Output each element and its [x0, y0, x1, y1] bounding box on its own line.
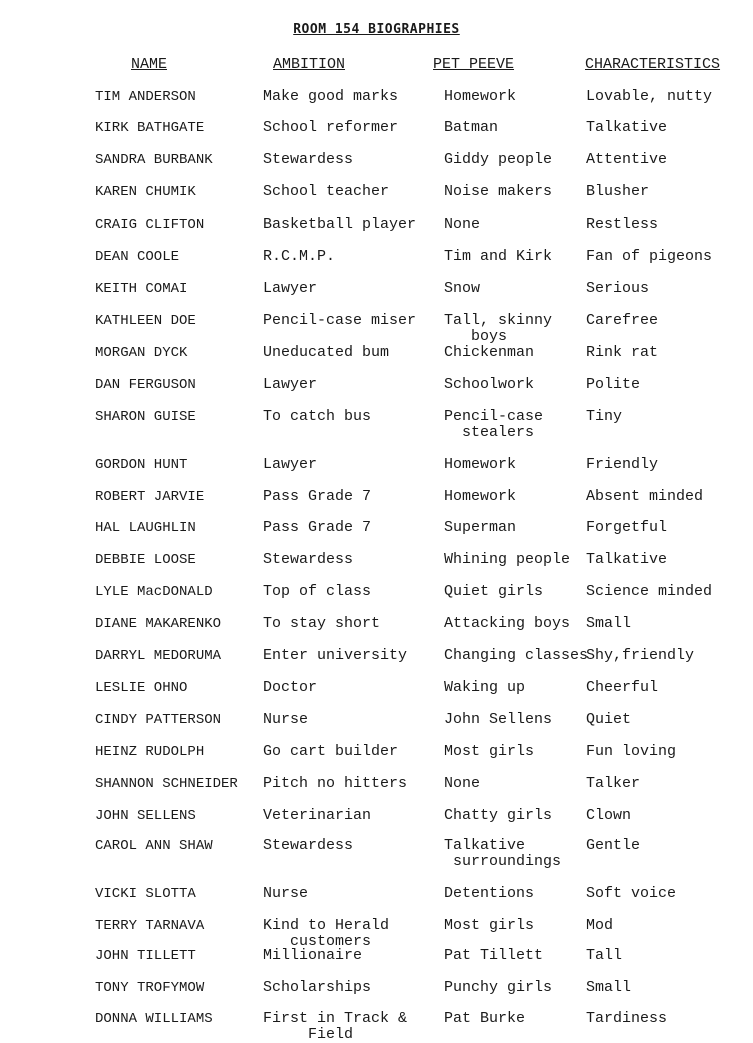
cell-peeve: Quiet girls [444, 583, 544, 600]
header-pet-peeve: PET PEEVE [433, 56, 515, 73]
table-row [0, 918, 753, 950]
table-row [0, 184, 753, 216]
cell-peeve: John Sellens [444, 711, 553, 728]
cell-name: CINDY PATTERSON [95, 712, 222, 728]
cell-trait: Tardiness [586, 1010, 668, 1027]
cell-trait: Carefree [586, 312, 659, 329]
cell-ambition: Kind to Herald customers [263, 917, 390, 950]
cell-peeve: None [444, 775, 481, 792]
cell-name: DARRYL MEDORUMA [95, 648, 222, 664]
cell-peeve: Waking up [444, 679, 526, 696]
cell-name: LESLIE OHNO [95, 680, 188, 696]
cell-ambition: Lawyer [263, 376, 318, 393]
cell-name: TERRY TARNAVA [95, 918, 205, 934]
cell-peeve: Homework [444, 488, 517, 505]
cell-ambition: First in Track & Field [263, 1010, 408, 1043]
cell-peeve: Whining people [444, 551, 571, 568]
cell-ambition: Veterinarian [263, 807, 372, 824]
cell-name: CAROL ANN SHAW [95, 838, 213, 854]
cell-name: DEAN COOLE [95, 249, 180, 265]
cell-name: DONNA WILLIAMS [95, 1011, 213, 1027]
cell-ambition: Millionaire [263, 947, 363, 964]
cell-name: GORDON HUNT [95, 457, 188, 473]
cell-ambition: Doctor [263, 679, 318, 696]
table-row [0, 457, 753, 489]
cell-name: DIANE MAKARENKO [95, 616, 222, 632]
cell-ambition: School teacher [263, 183, 390, 200]
cell-peeve: Snow [444, 280, 481, 297]
header-ambition: AMBITION [273, 56, 346, 73]
table-row [0, 520, 753, 552]
cell-peeve: Pencil-case stealers [444, 408, 544, 441]
cell-peeve: Most girls [444, 917, 535, 934]
cell-trait: Cheerful [586, 679, 659, 696]
cell-peeve: Pat Burke [444, 1010, 526, 1027]
table-row [0, 89, 753, 121]
cell-ambition: To catch bus [263, 408, 372, 425]
cell-ambition: Stewardess [263, 151, 354, 168]
cell-trait: Forgetful [586, 519, 668, 536]
cell-trait: Polite [586, 376, 641, 393]
cell-trait: Tall [586, 947, 623, 964]
table-row [0, 744, 753, 776]
cell-trait: Absent minded [586, 488, 704, 505]
cell-peeve: Punchy girls [444, 979, 553, 996]
table-row [0, 552, 753, 584]
table-row [0, 616, 753, 648]
table-row [0, 584, 753, 616]
cell-name: HAL LAUGHLIN [95, 520, 196, 536]
cell-ambition: To stay short [263, 615, 381, 632]
cell-name: DAN FERGUSON [95, 377, 196, 393]
cell-ambition: Lawyer [263, 456, 318, 473]
cell-trait: Friendly [586, 456, 659, 473]
cell-name: LYLE MacDONALD [95, 584, 213, 600]
cell-ambition: Pitch no hitters [263, 775, 408, 792]
table-row [0, 712, 753, 744]
cell-trait: Small [586, 615, 632, 632]
cell-name: SHANNON SCHNEIDER [95, 776, 238, 792]
cell-ambition: Go cart builder [263, 743, 399, 760]
table-row [0, 217, 753, 249]
table-row [0, 680, 753, 712]
header-name: NAME [131, 56, 168, 73]
table-row [0, 1011, 753, 1043]
cell-trait: Talkative [586, 551, 668, 568]
cell-name: JOHN TILLETT [95, 948, 196, 964]
table-row [0, 345, 753, 377]
cell-ambition: Stewardess [263, 551, 354, 568]
cell-ambition: Stewardess [263, 837, 354, 854]
table-row [0, 313, 753, 345]
cell-name: ROBERT JARVIE [95, 489, 205, 505]
cell-trait: Clown [586, 807, 632, 824]
cell-trait: Science minded [586, 583, 713, 600]
cell-ambition: Pass Grade 7 [263, 488, 372, 505]
page-title: ROOM 154 BIOGRAPHIES [293, 22, 460, 37]
cell-trait: Talkative [586, 119, 668, 136]
cell-ambition: Make good marks [263, 88, 399, 105]
cell-name: HEINZ RUDOLPH [95, 744, 205, 760]
cell-ambition: Nurse [263, 885, 309, 902]
cell-peeve: Pat Tillett [444, 947, 544, 964]
cell-peeve: Talkative surroundings [444, 837, 562, 870]
table-row [0, 648, 753, 680]
table-row [0, 281, 753, 313]
cell-trait: Restless [586, 216, 659, 233]
cell-trait: Fun loving [586, 743, 677, 760]
cell-name: SANDRA BURBANK [95, 152, 213, 168]
cell-trait: Mod [586, 917, 614, 934]
cell-peeve: Changing classes [444, 647, 589, 664]
table-row [0, 838, 753, 870]
table-row [0, 409, 753, 441]
cell-peeve: Homework [444, 88, 517, 105]
cell-name: SHARON GUISE [95, 409, 196, 425]
cell-trait: Shy,friendly [586, 647, 695, 664]
cell-peeve: Tim and Kirk [444, 248, 553, 265]
table-row [0, 377, 753, 409]
cell-peeve: Chickenman [444, 344, 535, 361]
cell-ambition: Enter university [263, 647, 408, 664]
cell-name: DEBBIE LOOSE [95, 552, 196, 568]
cell-trait: Lovable, nutty [586, 88, 713, 105]
cell-trait: Attentive [586, 151, 668, 168]
cell-ambition: R.C.M.P. [263, 248, 336, 265]
cell-ambition: School reformer [263, 119, 399, 136]
cell-trait: Blusher [586, 183, 650, 200]
cell-trait: Soft voice [586, 885, 677, 902]
cell-ambition: Scholarships [263, 979, 372, 996]
header-characteristics: CHARACTERISTICS [585, 56, 721, 73]
table-row [0, 249, 753, 281]
cell-peeve: Attacking boys [444, 615, 571, 632]
cell-ambition: Lawyer [263, 280, 318, 297]
table-row [0, 808, 753, 840]
cell-peeve: Chatty girls [444, 807, 553, 824]
cell-name: MORGAN DYCK [95, 345, 188, 361]
cell-name: KATHLEEN DOE [95, 313, 196, 329]
table-row [0, 489, 753, 521]
cell-name: TIM ANDERSON [95, 89, 196, 105]
cell-ambition: Nurse [263, 711, 309, 728]
cell-name: KIRK BATHGATE [95, 120, 205, 136]
cell-peeve: Batman [444, 119, 499, 136]
cell-ambition: Pencil-case miser [263, 312, 417, 329]
cell-ambition: Pass Grade 7 [263, 519, 372, 536]
table-row [0, 886, 753, 918]
cell-name: KAREN CHUMIK [95, 184, 196, 200]
cell-peeve: Superman [444, 519, 517, 536]
cell-trait: Talker [586, 775, 641, 792]
cell-name: KEITH COMAI [95, 281, 188, 297]
table-row [0, 776, 753, 808]
cell-peeve: Detentions [444, 885, 535, 902]
cell-trait: Serious [586, 280, 650, 297]
cell-peeve: Noise makers [444, 183, 553, 200]
cell-peeve: Homework [444, 456, 517, 473]
cell-peeve: Tall, skinny boys [444, 312, 553, 345]
cell-name: TONY TROFYMOW [95, 980, 205, 996]
cell-name: VICKI SLOTTA [95, 886, 196, 902]
cell-ambition: Top of class [263, 583, 372, 600]
cell-ambition: Basketball player [263, 216, 417, 233]
cell-trait: Quiet [586, 711, 632, 728]
cell-trait: Gentle [586, 837, 641, 854]
cell-peeve: None [444, 216, 481, 233]
cell-name: JOHN SELLENS [95, 808, 196, 824]
cell-peeve: Giddy people [444, 151, 553, 168]
cell-trait: Small [586, 979, 632, 996]
cell-trait: Rink rat [586, 344, 659, 361]
cell-peeve: Schoolwork [444, 376, 535, 393]
cell-name: CRAIG CLIFTON [95, 217, 205, 233]
table-row [0, 980, 753, 1012]
table-row [0, 948, 753, 980]
cell-peeve: Most girls [444, 743, 535, 760]
cell-ambition: Uneducated bum [263, 344, 390, 361]
table-row [0, 152, 753, 184]
cell-trait: Tiny [586, 408, 623, 425]
cell-trait: Fan of pigeons [586, 248, 713, 265]
table-row [0, 120, 753, 152]
